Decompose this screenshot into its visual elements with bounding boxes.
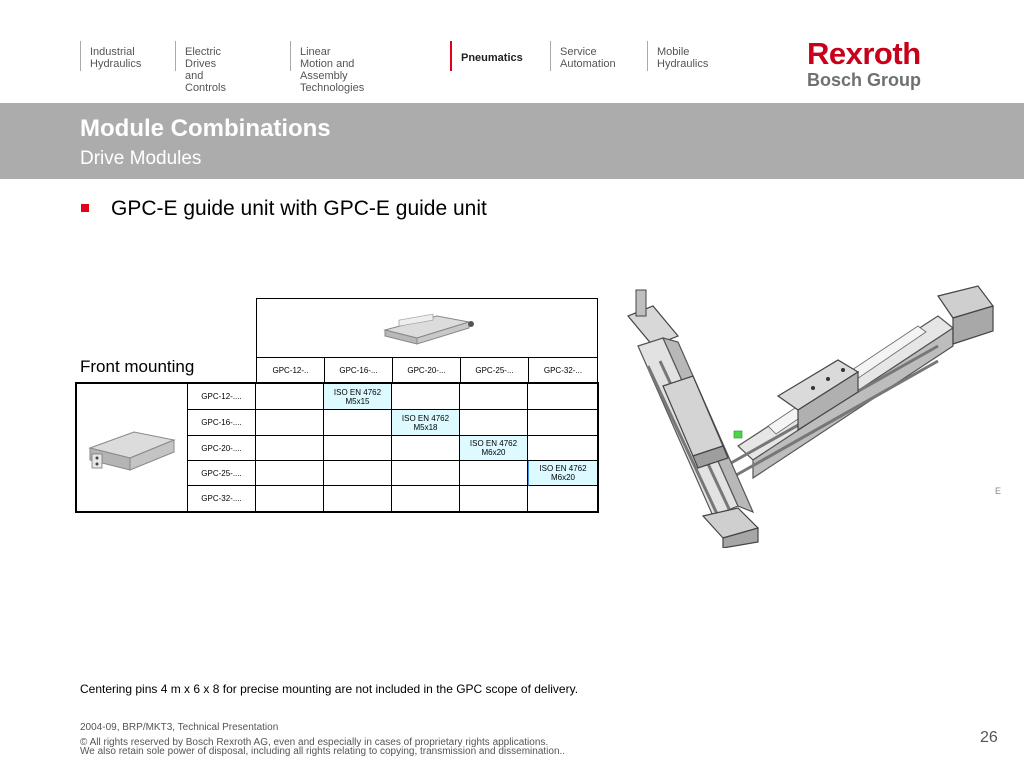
table-cell: [324, 410, 392, 436]
table-cell: [460, 410, 528, 436]
footer-line-2: © All rights reserved by Bosch Rexroth AG, even and especially in cases of proprietary rights applications.: [80, 737, 549, 748]
header-image-cell: [256, 298, 598, 358]
column-header: GPC-25-...: [460, 358, 528, 383]
rexroth-logo[interactable]: [807, 36, 947, 91]
gpc-assembly-illustration: [608, 276, 1000, 548]
page-subtitle: Drive Modules: [80, 148, 202, 169]
table-cell: [460, 461, 528, 486]
table-cell: [324, 436, 392, 461]
page-number: 26: [980, 729, 998, 746]
table-cell-screw-spec: ISO EN 4762 M6x20: [528, 461, 597, 486]
table-cell: [528, 384, 597, 410]
nav-item-linear-motion[interactable]: Linear Motion and Assembly Technologies: [290, 41, 364, 71]
footer-line-1: 2004-09, BRP/MKT3, Technical Presentation: [80, 722, 279, 733]
table-cell: [460, 486, 528, 511]
column-header: GPC-16-...: [324, 358, 392, 383]
table-cell: [256, 461, 324, 486]
bullet-square-icon: [81, 204, 89, 212]
nav-item-electric-drives[interactable]: Electric Drives and Controls: [175, 41, 226, 71]
table-cell: [392, 384, 460, 410]
gpc-guide-unit-front-image: [84, 418, 180, 478]
row-image-cell: [77, 384, 188, 511]
nav-item-service-automation[interactable]: Service Automation: [550, 41, 616, 71]
table-cell: [528, 436, 597, 461]
side-letter: E: [995, 486, 1002, 496]
table-cell-screw-spec: ISO EN 4762 M6x20: [460, 436, 528, 461]
nav-item-mobile-hydraulics[interactable]: Mobile Hydraulics: [647, 41, 708, 71]
table-cell: [528, 410, 597, 436]
table-cell-screw-spec: ISO EN 4762 M5x15: [324, 384, 392, 410]
table-cell: [460, 384, 528, 410]
logo-brand: Rexroth: [807, 36, 921, 71]
table-row-label: GPC-25-....: [188, 461, 256, 486]
table-cell-screw-spec: ISO EN 4762 M5x18: [392, 410, 460, 436]
column-header: GPC-12-..: [256, 358, 324, 383]
nav-item-industrial-hydraulics[interactable]: Industrial Hydraulics: [80, 41, 141, 71]
nav-item-pneumatics[interactable]: Pneumatics: [450, 41, 523, 71]
footer-line-3: We also retain sole power of disposal, including all rights relating to copying, transmission and dissemination..: [80, 746, 566, 757]
table-row-label: GPC-12-....: [188, 384, 256, 410]
logo-group: Bosch Group: [807, 70, 922, 90]
centering-pins-note: Centering pins 4 m x 6 x 8 for precise mounting are not included in the GPC scope of delivery.: [80, 682, 579, 696]
table-cell: [392, 461, 460, 486]
title-band: [0, 103, 1024, 179]
table-row-label: GPC-20-....: [188, 436, 256, 461]
table-cell: [256, 410, 324, 436]
front-mounting-label: Front mounting: [80, 357, 195, 376]
bullet-text: GPC-E guide unit with GPC-E guide unit: [111, 197, 487, 220]
gpc-guide-unit-image: [377, 308, 477, 348]
column-header: GPC-20-...: [392, 358, 460, 383]
table-cell: [256, 486, 324, 511]
table-row-label: GPC-32-....: [188, 486, 256, 511]
table-cell: [324, 486, 392, 511]
table-cell: [392, 486, 460, 511]
table-cell: [256, 436, 324, 461]
table-cell: [392, 436, 460, 461]
column-header: GPC-32-...: [528, 358, 598, 383]
table-row-label: GPC-16-....: [188, 410, 256, 436]
page-title: Module Combinations: [80, 115, 331, 142]
table-cell: [324, 461, 392, 486]
table-cell: [256, 384, 324, 410]
table-cell: [528, 486, 597, 511]
